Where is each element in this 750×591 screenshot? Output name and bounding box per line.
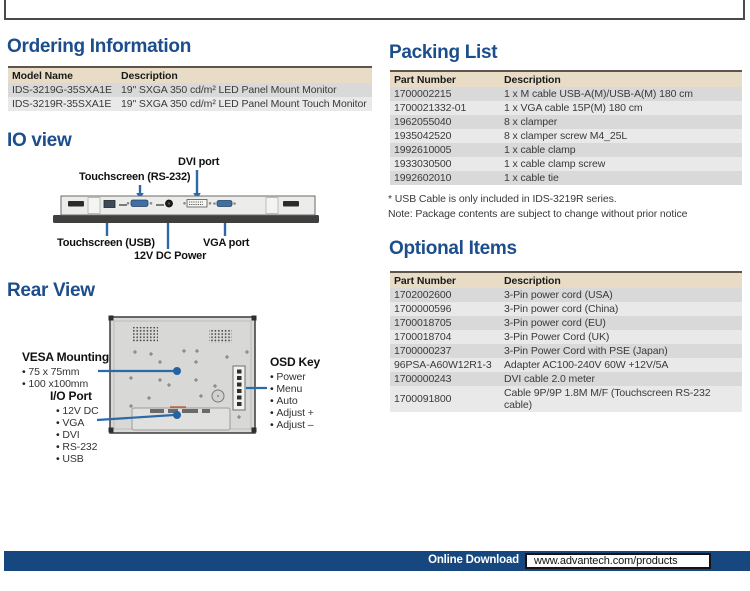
part-number-cell: 1933030500 [394,158,452,170]
vent-slot-left [68,201,84,207]
description-cell: 19" SXGA 350 cd/m² LED Panel Mount Monitor [121,84,337,96]
io-port-dot [173,411,181,419]
description-cell: 3-Pin power cord (China) [504,303,619,315]
description-cell: 1 x cable tie [504,172,559,184]
description-cell: 1 x cable clamp [504,144,576,156]
table-row [390,87,742,101]
part-number-cell: 1702002600 [394,289,452,301]
clamp-tab-right [266,198,278,214]
ordering-information-heading: Ordering Information [7,36,192,57]
column-header-part-number: Part Number [390,71,500,87]
download-url-box[interactable] [525,553,711,569]
io-port-title: I/O Port [50,389,92,403]
packing-footnote-usb: * USB Cable is only included in IDS-3219R series. [388,193,617,205]
dc-power-label: 12V DC Power [134,250,207,262]
table-row [390,288,742,302]
slot [119,204,127,206]
part-number-cell: 1700000237 [394,345,452,357]
packing-list-heading: Packing List [389,42,498,63]
table-row [390,372,742,386]
optional-items-heading: Optional Items [389,238,517,259]
vesa-item: • 75 x 75mm [22,366,109,378]
io-port-item: • RS-232 [56,441,99,453]
table-row [390,344,742,358]
table-row [390,302,742,316]
description-cell: 1 x cable clamp screw [504,158,606,170]
part-number-cell: 1700018704 [394,331,452,343]
download-url[interactable]: www.advantech.com/products [534,555,678,567]
table-row [390,101,742,115]
column-header-description: Description [500,272,742,288]
vent-slot-right [283,201,299,207]
touchscreen-rs232-label: Touchscreen (RS-232) [79,171,191,183]
io-port-item: • DVI [56,429,99,441]
osd-item: • Menu [270,383,320,395]
io-port-item: • 12V DC [56,405,99,417]
slot [156,204,164,206]
description-cell: 3-Pin Power Cord with PSE (Japan) [504,345,668,357]
io-port-item: • USB [56,453,99,465]
dvi-port [187,200,207,208]
rear-view-heading: Rear View [7,280,95,301]
model-name-cell: IDS-3219R-35SXA1E [12,98,112,110]
description-cell: Cable 9P/9P 1.8M M/F (Touchscreen RS-232 cable) [504,387,711,411]
io-view-diagram [40,152,325,264]
osd-item: • Adjust – [270,419,320,431]
part-number-cell: 1700018705 [394,317,452,329]
optional-items-table [390,271,742,412]
vesa-mount-dot [173,367,181,375]
table-row [390,143,742,157]
osd-item: • Adjust + [270,407,320,419]
description-cell: 3-Pin Power Cord (UK) [504,331,610,343]
vent-grid-right [209,329,232,343]
description-cell: 8 x clamper [504,116,558,128]
table-row [8,83,372,97]
osd-key-title: OSD Key [270,355,320,369]
table-header-row [8,67,372,83]
osd-item: • Power [270,371,320,383]
part-number-cell: 1992602010 [394,172,452,184]
table-header-row [390,71,742,87]
vesa-item: • 100 x100mm [22,378,109,390]
osd-item: • Auto [270,395,320,407]
table-row [390,358,742,372]
vesa-mounting-title: VESA Mounting [22,350,109,364]
packing-list-table [390,70,742,185]
io-view-heading: IO view [7,130,72,151]
description-cell: Adapter AC100-240V 60W +12V/5A [504,359,669,371]
table-row [390,115,742,129]
io-port-item: • VGA [56,417,99,429]
table-row [8,97,372,111]
touchscreen-usb-label: Touchscreen (USB) [57,237,155,249]
description-cell: 3-Pin power cord (USA) [504,289,613,301]
ordering-table [8,66,372,111]
column-header-description: Description [500,71,742,87]
usb-port [104,201,115,208]
column-header-model-name: Model Name [8,67,117,83]
top-figure-box [4,0,745,20]
description-cell: 19" SXGA 350 cd/m² LED Panel Mount Touch Monitor [121,98,367,110]
part-number-cell: 96PSA-A60W12R1-3 [394,359,492,371]
part-number-cell: 1700000243 [394,373,452,385]
vga-port-label: VGA port [203,237,250,249]
rear-view-diagram [85,312,285,444]
clamp-tab-left [88,198,100,214]
online-download-label: Online Download [428,554,519,566]
description-cell: 1 x VGA cable 15P(M) 180 cm [504,102,643,114]
vga-port [217,201,232,207]
table-row [390,330,742,344]
footer-bar [4,551,750,571]
description-cell: DVI cable 2.0 meter [504,373,595,385]
part-number-cell: 1700021332-01 [394,102,467,114]
part-number-cell: 1962055040 [394,116,452,128]
model-name-cell: IDS-3219G-35SXA1E [12,84,112,96]
table-row [390,129,742,143]
description-cell: 3-Pin power cord (EU) [504,317,606,329]
packing-footnote-note: Note: Package contents are subject to change without prior notice [388,208,688,220]
table-row [390,386,742,412]
part-number-cell: 1935042520 [394,130,452,142]
table-row [390,157,742,171]
vent-grid-left [133,327,158,342]
bezel-strip [53,215,319,223]
table-row [390,316,742,330]
description-cell: 1 x M cable USB-A(M)/USB-A(M) 180 cm [504,88,693,100]
part-number-cell: 1992610005 [394,144,452,156]
column-header-description: Description [117,67,372,83]
dvi-port-label: DVI port [178,156,220,168]
connector-panel [132,408,230,430]
description-cell: 8 x clamper screw M4_25L [504,130,628,142]
part-number-cell: 1700002215 [394,88,452,100]
part-number-cell: 1700091800 [394,393,452,405]
rs232-port [131,200,148,207]
table-row [390,171,742,185]
part-number-cell: 1700000596 [394,303,452,315]
column-header-part-number: Part Number [390,272,500,288]
table-header-row [390,272,742,288]
